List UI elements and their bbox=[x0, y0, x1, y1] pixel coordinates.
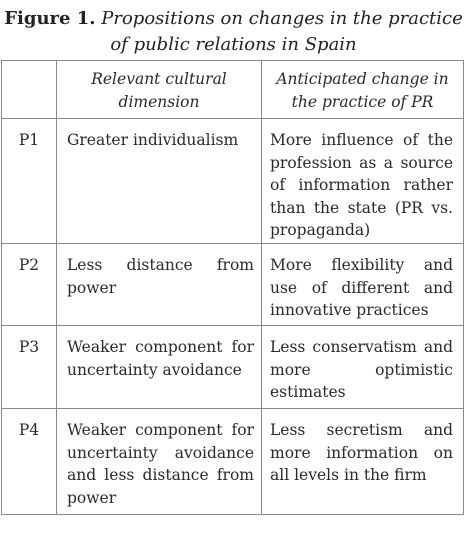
table-row bbox=[2, 326, 464, 409]
row-change: More flexibility and use of different and innovative practices bbox=[262, 244, 464, 326]
row-id: P3 bbox=[2, 326, 57, 409]
row-change: Less conservatism and more optimistic estimates bbox=[262, 326, 464, 409]
row-dimension: Less distance from power bbox=[57, 244, 262, 326]
row-dimension: Weaker component for uncertainty avoidance and less distance from power bbox=[57, 409, 262, 515]
table-row bbox=[2, 119, 464, 244]
figure-caption bbox=[0, 0, 467, 56]
header-change: Anticipated change in the practice of PR bbox=[262, 61, 464, 119]
figure-label: Figure 1. bbox=[4, 8, 96, 29]
row-id: P4 bbox=[2, 409, 57, 515]
table-header-row bbox=[2, 61, 464, 119]
header-dimension: Relevant cultural dimension bbox=[57, 61, 262, 119]
row-id: P1 bbox=[2, 119, 57, 244]
figure-title: Propositions on changes in the practice of public relations in Spain bbox=[95, 8, 463, 55]
row-dimension: Greater individualism bbox=[57, 119, 262, 244]
header-id bbox=[2, 61, 57, 119]
row-change: More influence of the profession as a source of information rather than the state (PR vs. propaganda) bbox=[262, 119, 464, 244]
row-change: Less secretism and more information on all levels in the firm bbox=[262, 409, 464, 515]
propositions-table bbox=[1, 60, 464, 515]
table-row bbox=[2, 409, 464, 515]
row-dimension: Weaker component for uncertainty avoidance bbox=[57, 326, 262, 409]
table-row bbox=[2, 244, 464, 326]
row-id: P2 bbox=[2, 244, 57, 326]
